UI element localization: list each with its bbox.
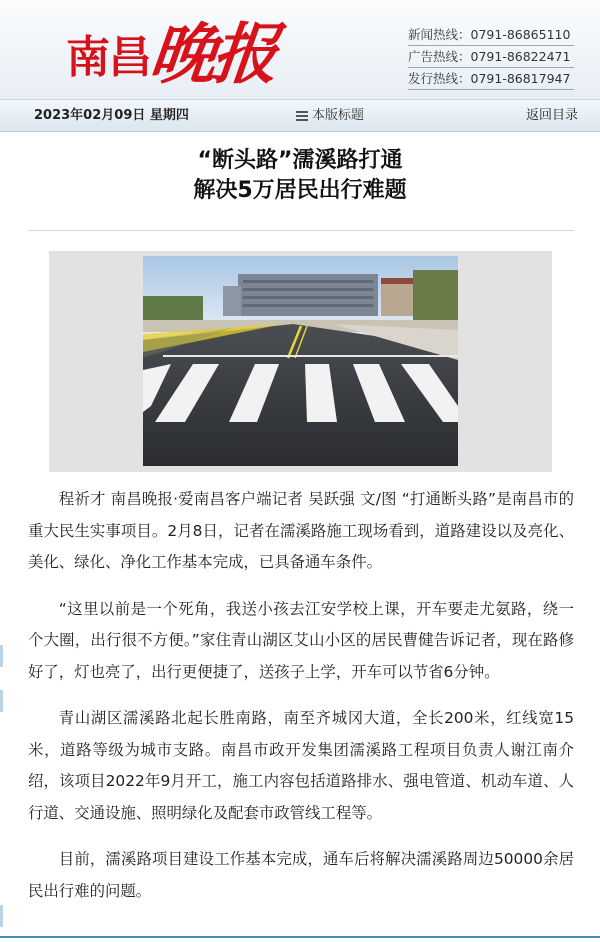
news-hotline: 新闻热线：0791-86865110 [408, 24, 574, 46]
back-to-contents-link[interactable]: 返回目录 [525, 108, 578, 123]
logo-text-big: 晚报 [145, 15, 279, 93]
article-title-line-1: “断头路”濡溪路打通 [197, 148, 403, 173]
hotline-list [408, 24, 574, 90]
left-edge-marker [0, 690, 3, 712]
article-title-line-2: 解决5万居民出行难题 [193, 178, 407, 203]
article-paragraph-4: 目前，濡溪路项目建设工作基本完成，通车后将解决濡溪路周边50000余居民出行难的问题。 [28, 850, 574, 900]
bottom-border [0, 936, 600, 938]
road-photo [143, 256, 458, 466]
left-edge-marker [0, 645, 3, 667]
issue-date: 2023年02月09日 星期四 [34, 108, 189, 123]
toc-link[interactable] [296, 100, 364, 132]
distribution-hotline: 发行热线：0791-86817947 [408, 68, 574, 90]
logo-text-small: 南昌 [66, 32, 150, 83]
masthead [0, 0, 600, 100]
toc-label: 本版标题 [312, 108, 365, 123]
left-edge-marker [0, 905, 3, 927]
photo-frame [49, 251, 552, 472]
article-paragraph-3: 青山湖区濡溪路北起长胜南路，南至齐城冈大道，全长200米，红线宽15米，道路等级为城市支路。南昌市政开发集团濡溪路工程项目负责人谢江南介绍，该项目2022年9月开工，施工内容包括道路排水、强电管道、机动车道、人行道、交通设施、照明绿化及配套市政管线工程等。 [28, 709, 574, 822]
ad-hotline: 广告热线：0791-86822471 [408, 46, 574, 68]
article-paragraph-2: “这里以前是一个死角，我送小孩去江安学校上课，开车要走尤氨路，绕一个大圈，出行很不方便。”家住青山湖区艾山小区的居民曹健告诉记者，现在路修好了，灯也亮了，出行更便捷了，送孩子上学，开车可以节省6分钟。 [28, 599, 574, 681]
article-title [0, 146, 600, 206]
newspaper-logo[interactable] [66, 14, 316, 94]
title-divider [28, 230, 574, 231]
date-bar [0, 100, 600, 132]
article-body [28, 484, 574, 922]
article-paragraph-1: 程祈才 南昌晚报·爱南昌客户端记者 吴跃强 文/图 “打通断头路”是南昌市的重大民生实事项目。2月8日，记者在濡溪路施工现场看到，道路建设以及亮化、美化、绿化、净化工作基本完成，已具备通车条件。 [28, 490, 574, 571]
list-icon [296, 111, 308, 121]
